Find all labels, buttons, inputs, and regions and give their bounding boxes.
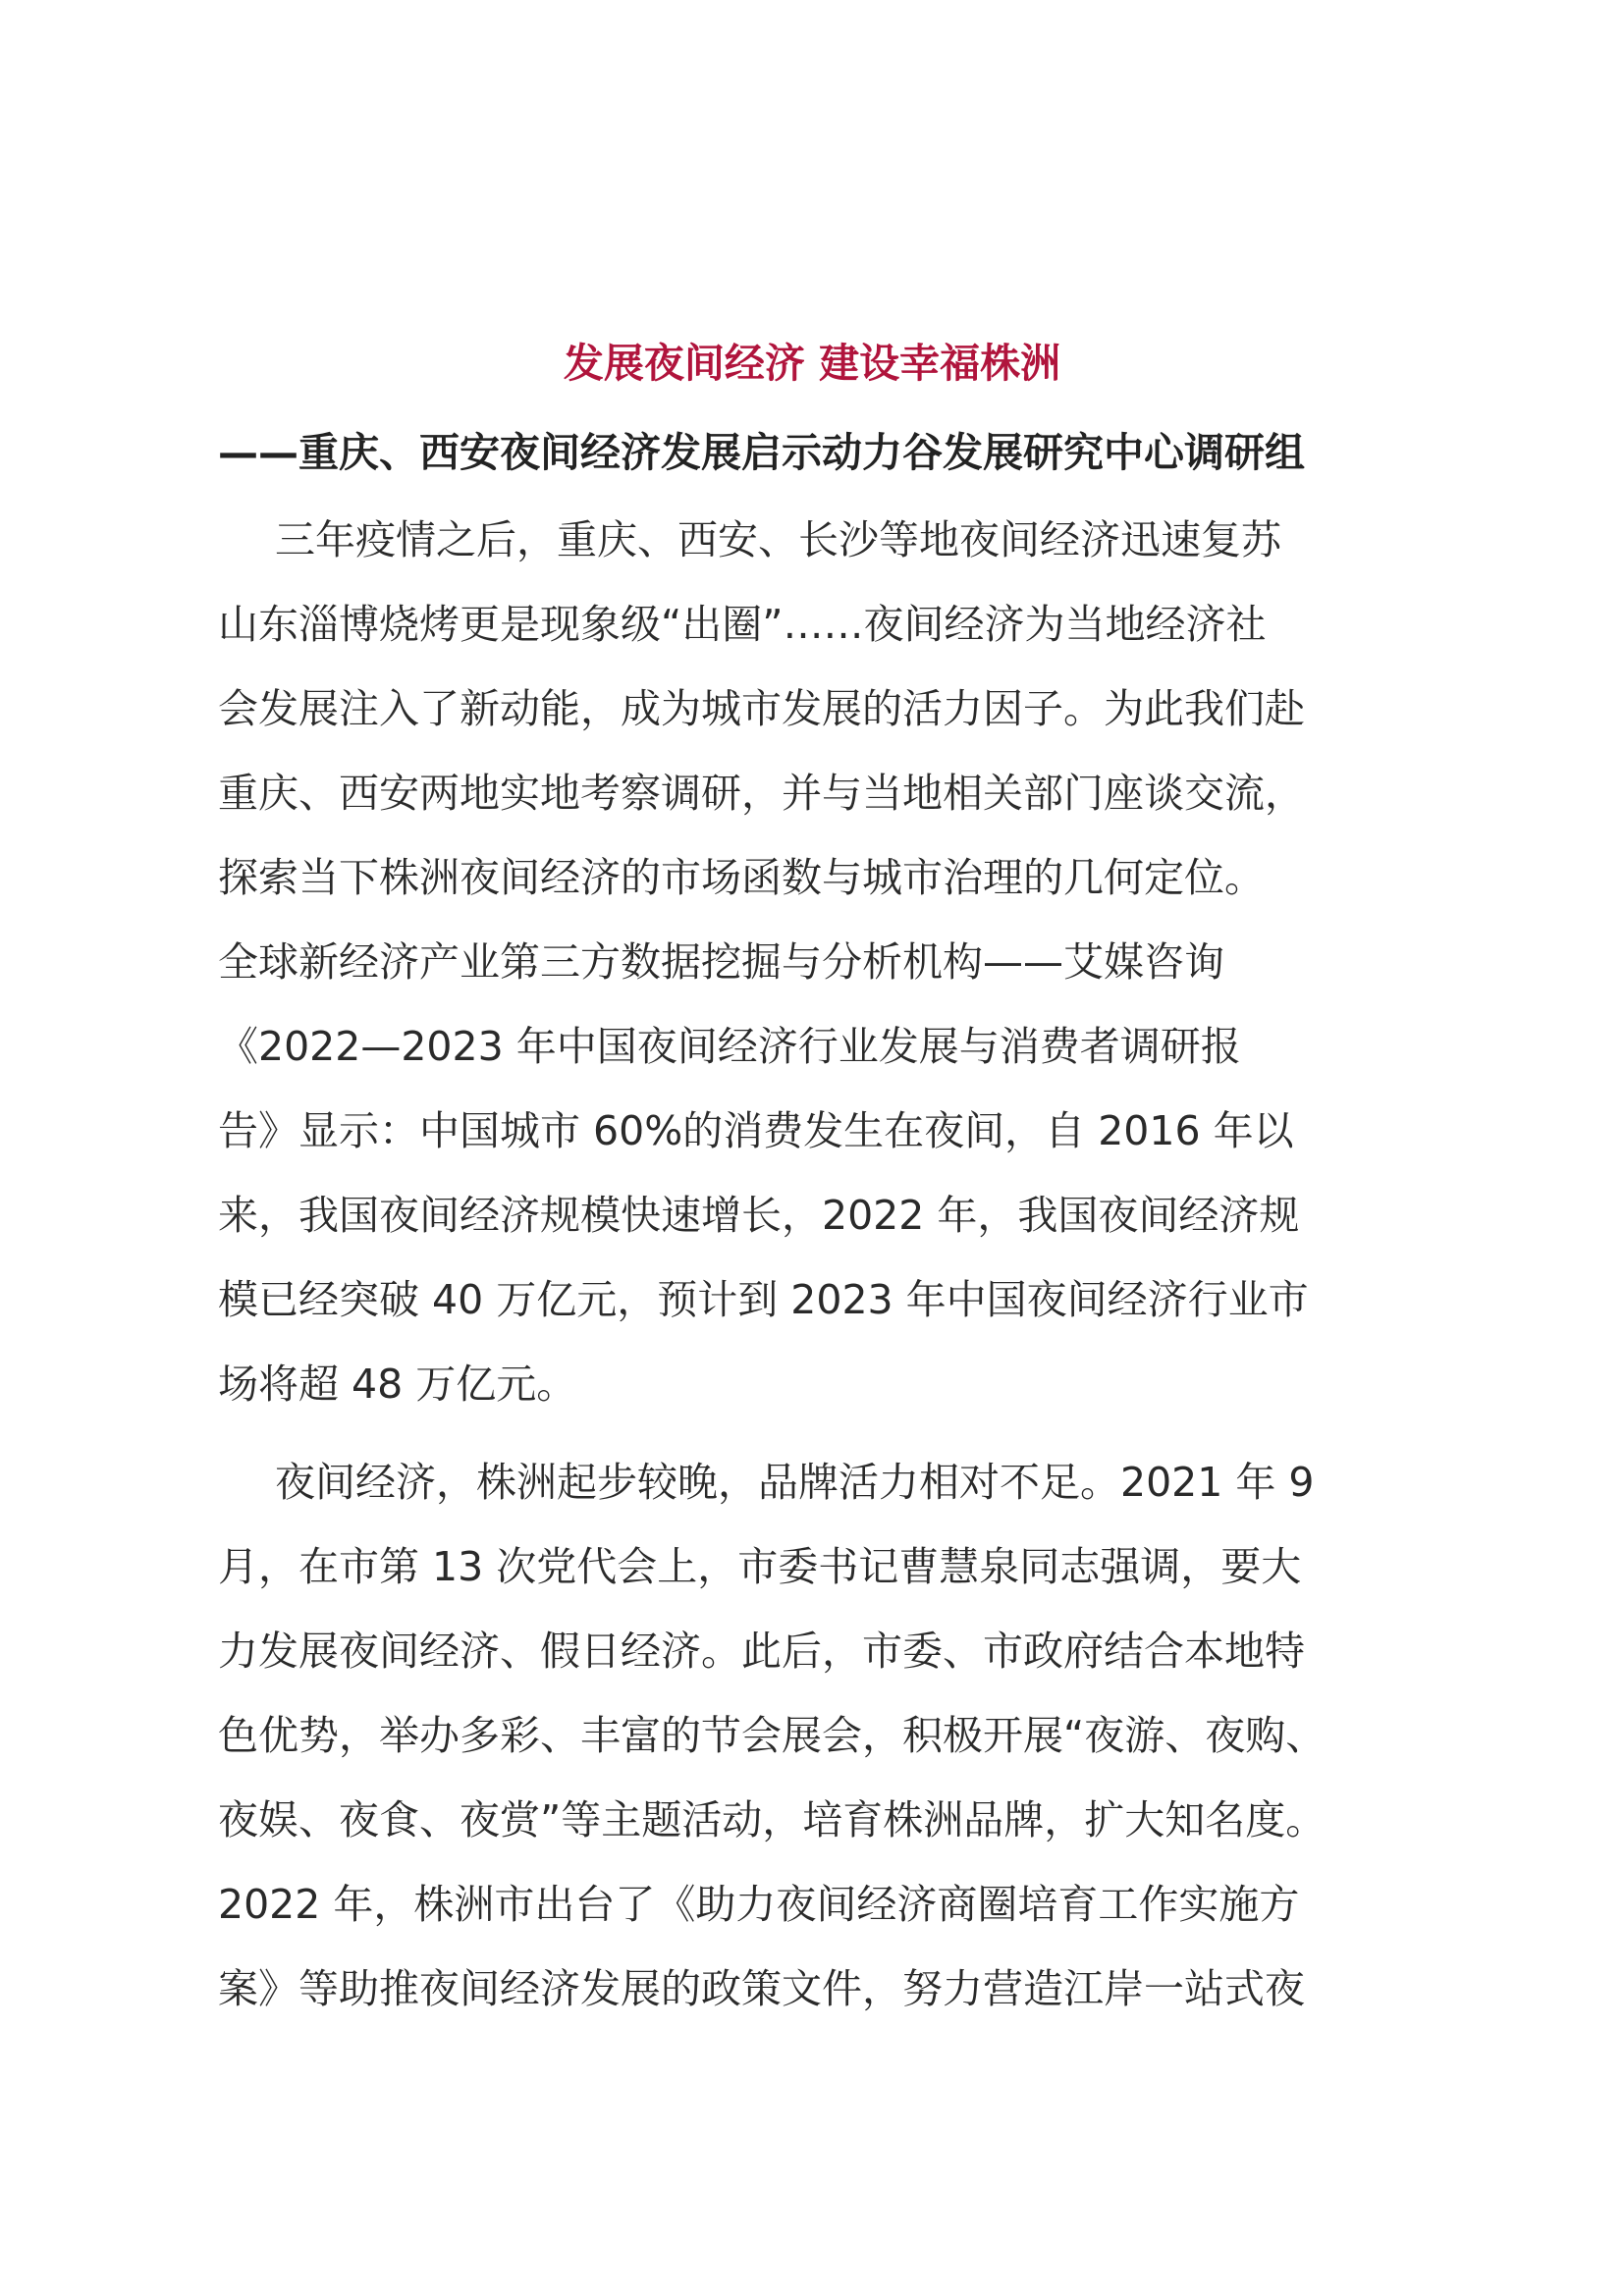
- body-line: 重庆、西安两地实地考察调研，并与当地相关部门座谈交流，: [218, 770, 1305, 817]
- body-line: 《2022—2023 年中国夜间经济行业发展与消费者调研报: [218, 1023, 1241, 1070]
- body-line: 来，我国夜间经济规模快速增长，2022 年，我国夜间经济规: [218, 1192, 1300, 1239]
- body-line: 月，在市第 13 次党代会上，市委书记曹慧泉同志强调，要大: [218, 1543, 1302, 1590]
- body-line: 三年疫情之后，重庆、西安、长沙等地夜间经济迅速复苏: [275, 516, 1281, 563]
- body-line: 场将超 48 万亿元。: [218, 1361, 577, 1408]
- body-line: 告》显示：中国城市 60%的消费发生在夜间，自 2016 年以: [218, 1107, 1294, 1154]
- body-line: 模已经突破 40 万亿元，预计到 2023 年中国夜间经济行业市: [218, 1276, 1309, 1323]
- body-line: 案》等助推夜间经济发展的政策文件，努力营造江岸一站式夜: [218, 1965, 1305, 2012]
- document-title: 发展夜间经济 建设幸福株洲: [563, 340, 1061, 387]
- body-line: 力发展夜间经济、假日经济。此后，市委、市政府结合本地特: [218, 1628, 1305, 1675]
- body-line: 2022 年，株洲市出台了《助力夜间经济商圈培育工作实施方: [218, 1881, 1300, 1928]
- body-line: 夜娱、夜食、夜赏”等主题活动，培育株洲品牌，扩大知名度。: [218, 1796, 1326, 1843]
- body-line: 全球新经济产业第三方数据挖掘与分析机构——艾媒咨询: [218, 938, 1224, 986]
- document-subtitle: ——重庆、西安夜间经济发展启示动力谷发展研究中心调研组: [218, 429, 1305, 476]
- body-line: 探索当下株洲夜间经济的市场函数与城市治理的几何定位。: [218, 854, 1265, 901]
- body-line: 会发展注入了新动能，成为城市发展的活力因子。为此我们赴: [218, 685, 1305, 732]
- body-line: 色优势，举办多彩、丰富的节会展会，积极开展“夜游、夜购、: [218, 1712, 1326, 1759]
- body-line: 夜间经济，株洲起步较晚，品牌活力相对不足。2021 年 9: [275, 1459, 1315, 1506]
- body-line: 山东淄博烧烤更是现象级“出圈”……夜间经济为当地经济社: [218, 601, 1267, 648]
